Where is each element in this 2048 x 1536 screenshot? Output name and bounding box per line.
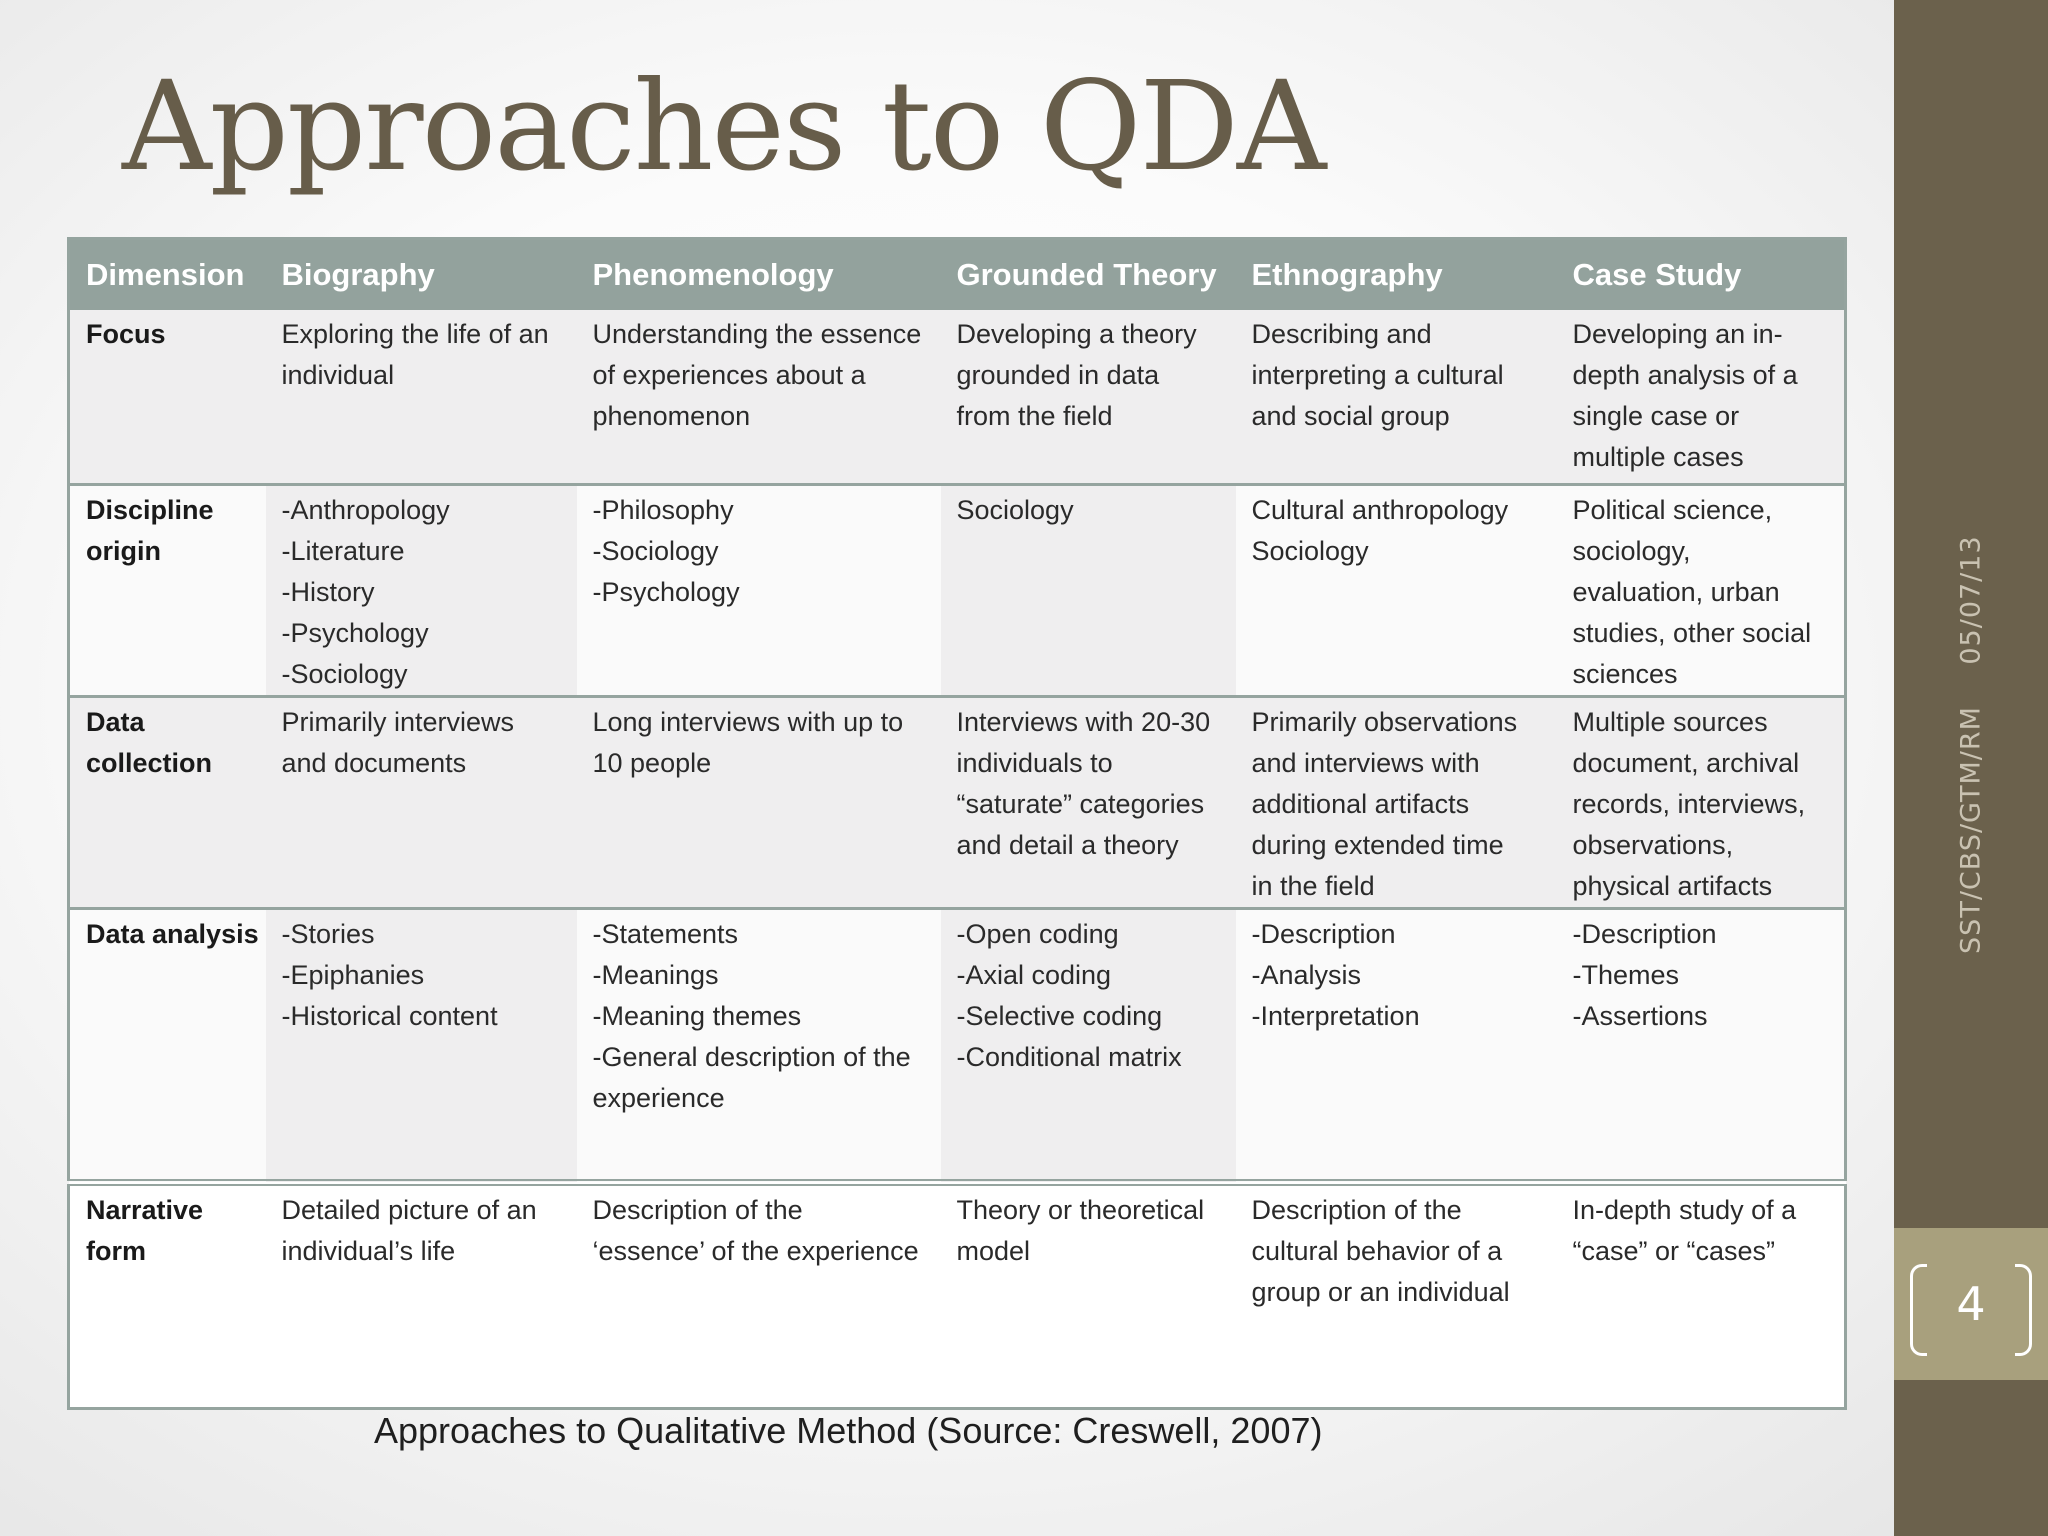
- cell-text-line: Primarily observations: [1251, 706, 1518, 737]
- table-caption: Approaches to Qualitative Method (Source: Creswell, 2007): [374, 1410, 1323, 1451]
- cell-text-line: Describing and: [1251, 319, 1432, 349]
- case-study-cell: [1557, 1182, 1846, 1408]
- cell-text-line: phenomenon: [592, 401, 751, 431]
- cell-text-line: -Open coding: [956, 918, 1119, 949]
- cell-text-line: Understanding the essence: [592, 319, 922, 349]
- cell-text-line: Description of the: [1251, 1194, 1462, 1225]
- cell-text-line: additional artifacts: [1251, 788, 1470, 819]
- cell-text-line: Cultural anthropology: [1251, 494, 1509, 525]
- cell-text-line: -General description of the: [592, 1041, 911, 1072]
- cell-text-line: Primarily interviews: [281, 706, 515, 737]
- cell-text-line: cultural behavior of a: [1251, 1235, 1503, 1266]
- grounded-theory-cell: [941, 310, 1236, 484]
- cell-text-line: observations,: [1572, 829, 1734, 860]
- cell-text-line: -Description: [1251, 918, 1396, 949]
- ethnography-cell: [1236, 484, 1557, 696]
- table-row: [69, 696, 1846, 908]
- header-phenomenology: Phenomenology: [577, 239, 941, 311]
- case-study-cell: [1557, 696, 1846, 908]
- cell-text-line: Developing an in-: [1572, 319, 1783, 349]
- ethnography-cell: [1236, 908, 1557, 1182]
- slide-title: Approaches to QDA: [122, 55, 1325, 199]
- table-row: [69, 1182, 1846, 1408]
- cell-text-line: sciences: [1572, 658, 1678, 689]
- header-biography: Biography: [266, 239, 577, 311]
- dimension-label-line: form: [86, 1235, 146, 1266]
- cell-text-line: single case or: [1572, 401, 1740, 431]
- cell-text-line: Developing a theory: [956, 319, 1197, 349]
- header-grounded-theory: Grounded Theory: [941, 239, 1236, 311]
- cell-text-line: Long interviews with up to: [592, 706, 904, 737]
- cell-text-line: -Meaning themes: [592, 1000, 802, 1031]
- phenomenology-cell: [577, 484, 941, 696]
- cell-text-line: -Sociology: [592, 535, 719, 566]
- dimension-label-line: collection: [86, 747, 213, 778]
- biography-cell: [266, 1182, 577, 1408]
- biography-cell: [266, 908, 577, 1182]
- approaches-table: [67, 237, 1847, 1410]
- grounded-theory-cell: [941, 1182, 1236, 1408]
- table-row: [69, 908, 1846, 1182]
- cell-text-line: “case” or “cases”: [1572, 1235, 1776, 1266]
- cell-text-line: sociology,: [1572, 535, 1691, 566]
- case-study-cell: [1557, 908, 1846, 1182]
- cell-text-line: -Assertions: [1572, 1000, 1708, 1031]
- cell-text-line: model: [956, 1235, 1031, 1266]
- cell-text-line: “saturate” categories: [956, 788, 1205, 819]
- cell-text-line: in the field: [1251, 870, 1375, 901]
- ethnography-cell: [1236, 696, 1557, 908]
- header-ethnography: Ethnography: [1236, 239, 1557, 311]
- cell-text-line: In-depth study of a: [1572, 1194, 1797, 1225]
- biography-cell: [266, 484, 577, 696]
- cell-text-line: and documents: [281, 747, 467, 778]
- cell-text-line: 10 people: [592, 747, 712, 778]
- cell-text-line: -Sociology: [281, 658, 408, 689]
- cell-text-line: -Conditional matrix: [956, 1041, 1182, 1072]
- cell-text-line: -Psychology: [281, 617, 429, 648]
- grounded-theory-cell: [941, 484, 1236, 696]
- cell-text-line: -Axial coding: [956, 959, 1112, 990]
- cell-text-line: -Interpretation: [1251, 1000, 1420, 1031]
- cell-text-line: -Description: [1572, 918, 1717, 949]
- cell-text-line: -Philosophy: [592, 494, 734, 525]
- cell-text-line: -Statements: [592, 918, 739, 949]
- grounded-theory-cell: [941, 908, 1236, 1182]
- dimension-cell: [69, 484, 266, 696]
- cell-text-line: -Selective coding: [956, 1000, 1163, 1031]
- cell-text-line: Multiple sources: [1572, 706, 1768, 737]
- cell-text-line: experience: [592, 1082, 725, 1113]
- cell-text-line: multiple cases: [1572, 442, 1744, 472]
- cell-text-line: Political science,: [1572, 494, 1773, 525]
- cell-text-line: -Anthropology: [281, 494, 450, 525]
- phenomenology-cell: [577, 1182, 941, 1408]
- cell-text-line: records, interviews,: [1572, 788, 1806, 819]
- cell-text-line: individuals to: [956, 747, 1113, 778]
- footer-code: SST/CBS/GTM/RM: [1955, 706, 1987, 954]
- ethnography-cell: [1236, 310, 1557, 484]
- cell-text-line: Sociology: [956, 494, 1074, 525]
- cell-text-line: physical artifacts: [1572, 870, 1773, 901]
- case-study-cell: [1557, 310, 1846, 484]
- dimension-cell: [69, 696, 266, 908]
- cell-text-line: from the field: [956, 401, 1113, 431]
- dimension-cell: [69, 908, 266, 1182]
- cell-text-line: Detailed picture of an: [281, 1194, 537, 1225]
- grounded-theory-cell: [941, 696, 1236, 908]
- cell-text-line: interpreting a cultural: [1251, 360, 1504, 390]
- dimension-label-line: Data: [86, 706, 145, 737]
- table-header-row: [69, 239, 1846, 311]
- cell-text-line: and detail a theory: [956, 829, 1179, 860]
- cell-text-line: -Stories: [281, 918, 375, 949]
- cell-text-line: evaluation, urban: [1572, 576, 1780, 607]
- cell-text-line: -Analysis: [1251, 959, 1362, 990]
- cell-text-line: document, archival: [1572, 747, 1800, 778]
- dimension-label-line: origin: [86, 535, 161, 566]
- phenomenology-cell: [577, 696, 941, 908]
- cell-text-line: of experiences about a: [592, 360, 866, 390]
- cell-text-line: -Meanings: [592, 959, 719, 990]
- cell-text-line: and social group: [1251, 401, 1450, 431]
- cell-text-line: ‘essence’ of the experience: [592, 1235, 919, 1266]
- cell-text-line: during extended time: [1251, 829, 1504, 860]
- cell-text-line: group or an individual: [1251, 1276, 1510, 1307]
- dimension-label-line: Data analysis: [86, 918, 259, 949]
- page-number: 4: [1956, 1277, 1986, 1331]
- cell-text-line: Exploring the life of an: [281, 319, 549, 349]
- phenomenology-cell: [577, 310, 941, 484]
- cell-text-line: studies, other social: [1572, 617, 1812, 648]
- cell-text-line: -Epiphanies: [281, 959, 425, 990]
- ethnography-cell: [1236, 1182, 1557, 1408]
- page-number-box: [1894, 1228, 2048, 1380]
- biography-cell: [266, 696, 577, 908]
- cell-text-line: individual’s life: [281, 1235, 456, 1266]
- table-row: [69, 310, 1846, 484]
- dimension-cell: [69, 1182, 266, 1408]
- header-dimension: Dimension: [69, 239, 266, 311]
- cell-text-line: Description of the: [592, 1194, 803, 1225]
- cell-text-line: Sociology: [1251, 535, 1369, 566]
- cell-text-line: Interviews with 20-30: [956, 706, 1211, 737]
- table-row: [69, 484, 1846, 696]
- dimension-label-line: Focus: [86, 319, 166, 349]
- cell-text-line: -Psychology: [592, 576, 740, 607]
- dimension-label-line: Narrative: [86, 1194, 204, 1225]
- cell-text-line: and interviews with: [1251, 747, 1480, 778]
- biography-cell: [266, 310, 577, 484]
- cell-text-line: -Literature: [281, 535, 405, 566]
- cell-text-line: depth analysis of a: [1572, 360, 1798, 390]
- dimension-cell: [69, 310, 266, 484]
- case-study-cell: [1557, 484, 1846, 696]
- cell-text-line: -Historical content: [281, 1000, 498, 1031]
- cell-text-line: individual: [281, 360, 395, 390]
- dimension-label-line: Discipline: [86, 494, 214, 525]
- phenomenology-cell: [577, 908, 941, 1182]
- cell-text-line: Theory or theoretical: [956, 1194, 1205, 1225]
- cell-text-line: -History: [281, 576, 375, 607]
- cell-text-line: grounded in data: [956, 360, 1160, 390]
- header-case-study: Case Study: [1557, 239, 1846, 311]
- slide-date: 05/07/13: [1955, 535, 1987, 665]
- cell-text-line: -Themes: [1572, 959, 1680, 990]
